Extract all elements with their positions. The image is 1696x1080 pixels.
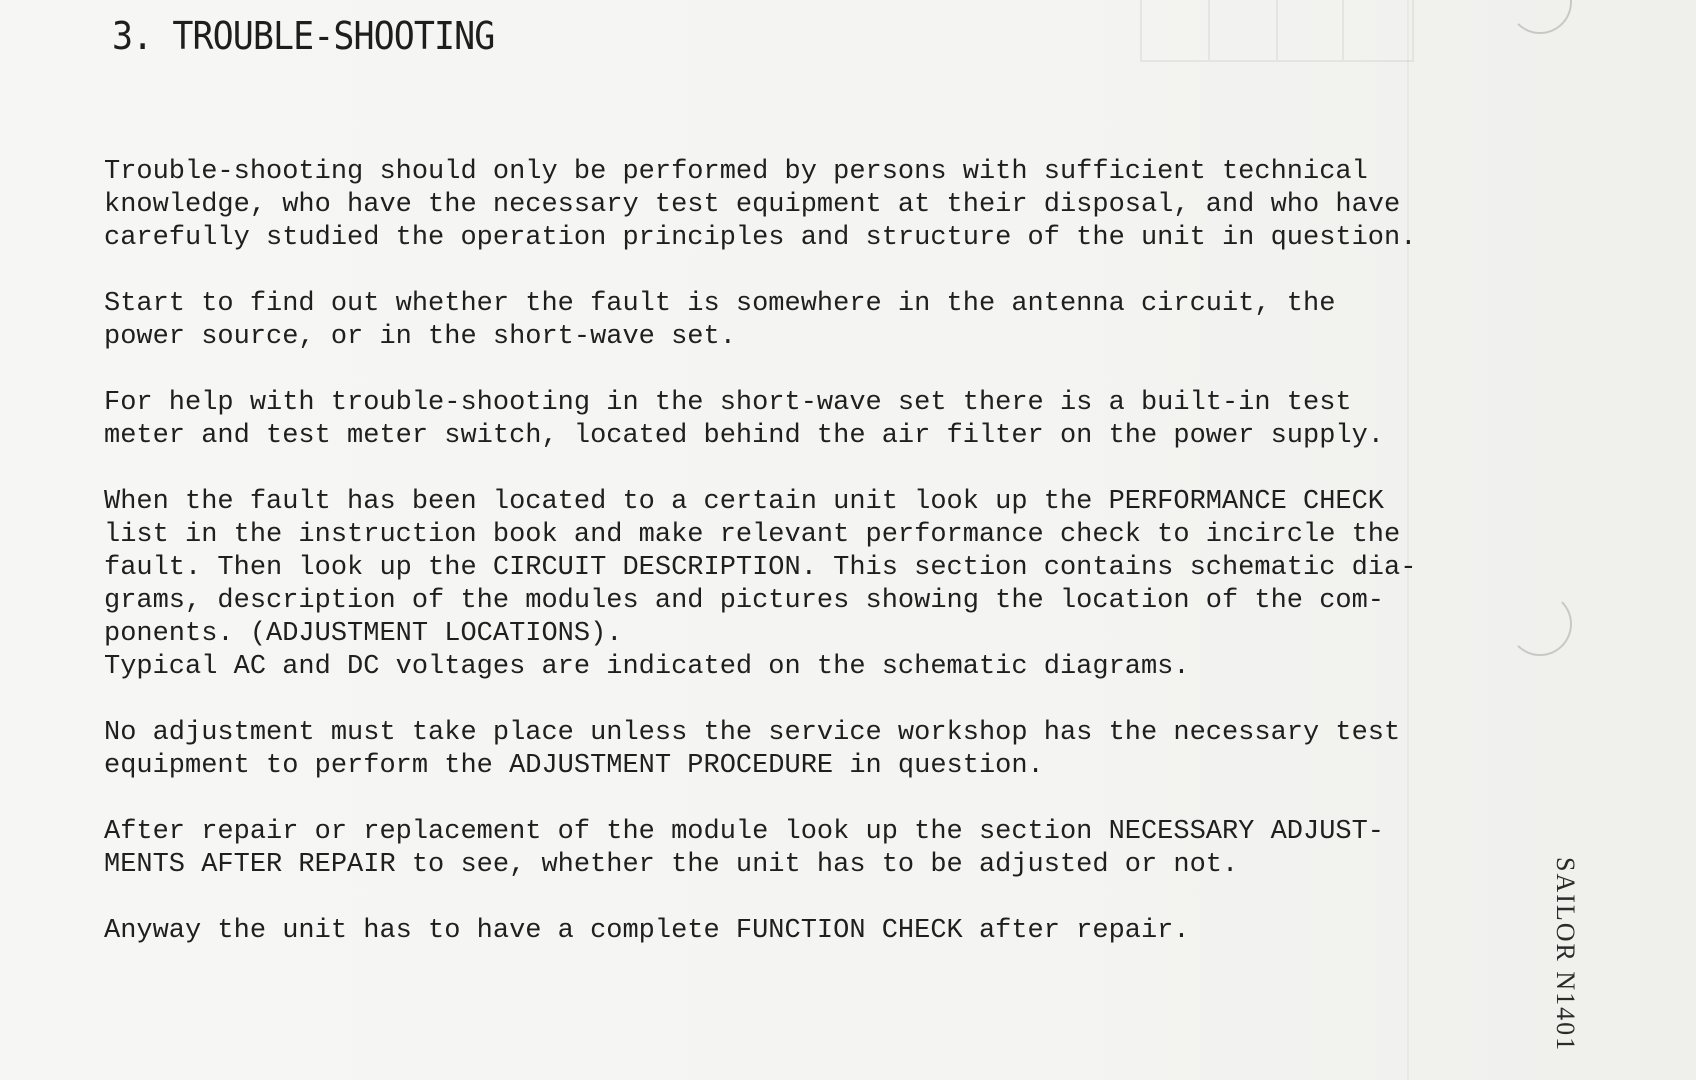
- side-label: SAILOR N1401: [1551, 857, 1580, 1053]
- text-line: Trouble-shooting should only be performed by persons with sufficient technical: [104, 157, 1368, 187]
- bleed-through-column: [1276, 0, 1278, 60]
- bleed-through-column: [1342, 0, 1344, 60]
- text-line: ponents. (ADJUSTMENT LOCATIONS).: [104, 619, 623, 649]
- text-line: list in the instruction book and make relevant performance check to incircle the: [104, 520, 1401, 550]
- paragraph-qualification: [104, 156, 1524, 255]
- body-text: [104, 156, 1524, 981]
- bleed-through-table: [1140, 0, 1414, 62]
- text-line: knowledge, who have the necessary test equipment at their disposal, and who have: [104, 190, 1401, 220]
- text-line: Start to find out whether the fault is somewhere in the antenna circuit, the: [104, 289, 1336, 319]
- text-line: carefully studied the operation principles and structure of the unit in question.: [104, 223, 1417, 253]
- section-title: 3. TROUBLE-SHOOTING: [112, 14, 495, 58]
- paragraph-performance-check: [104, 486, 1524, 684]
- text-line: For help with trouble-shooting in the short-wave set there is a built-in test: [104, 388, 1352, 418]
- text-line: Typical AC and DC voltages are indicated on the schematic diagrams.: [104, 652, 1190, 682]
- text-line: Anyway the unit has to have a complete FUNCTION CHECK after repair.: [104, 916, 1190, 946]
- text-line: power source, or in the short-wave set.: [104, 322, 736, 352]
- text-line: equipment to perform the ADJUSTMENT PROCEDURE in question.: [104, 751, 1044, 781]
- text-line: MENTS AFTER REPAIR to see, whether the unit has to be adjusted or not.: [104, 850, 1239, 880]
- paragraph-function-check: [104, 915, 1524, 948]
- paragraph-test-meter: [104, 387, 1524, 453]
- punch-hole-top: [1508, 0, 1572, 34]
- paragraph-after-repair: [104, 816, 1524, 882]
- text-line: grams, description of the modules and pictures showing the location of the com-: [104, 586, 1385, 616]
- text-line: When the fault has been located to a certain unit look up the PERFORMANCE CHECK: [104, 487, 1385, 517]
- text-line: No adjustment must take place unless the service workshop has the necessary test: [104, 718, 1401, 748]
- paragraph-fault-location: [104, 288, 1524, 354]
- bleed-through-column: [1208, 0, 1210, 60]
- text-line: fault. Then look up the CIRCUIT DESCRIPTION. This section contains schematic dia-: [104, 553, 1417, 583]
- paragraph-adjustment: [104, 717, 1524, 783]
- text-line: After repair or replacement of the module look up the section NECESSARY ADJUST-: [104, 817, 1385, 847]
- text-line: meter and test meter switch, located behind the air filter on the power supply.: [104, 421, 1385, 451]
